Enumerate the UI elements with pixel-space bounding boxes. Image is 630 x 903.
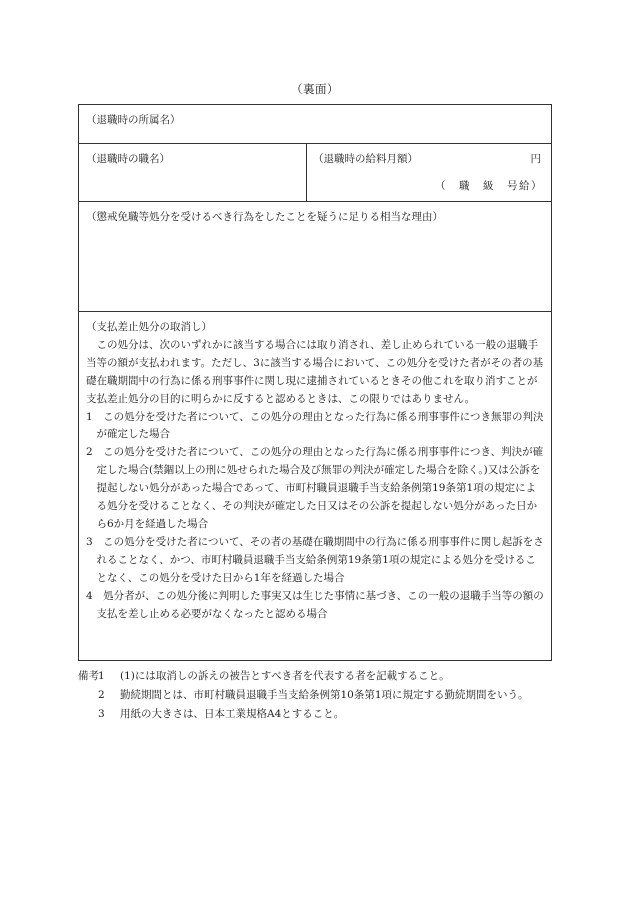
remark-number: 2 xyxy=(98,689,105,701)
affiliation-label: （退職時の所属名） xyxy=(86,114,181,126)
list-item: 3 この処分を受けた者について、その者の基礎在職期間中の行為に係る刑事事件に関し起訴をされることなく、かつ、市町村職員退職手当支給条例第19条第1項の規定による処分を受けることなく、この処分を受けた日から1年を経過した場合 xyxy=(86,535,544,584)
position-salary-row xyxy=(79,144,551,202)
form-table xyxy=(78,104,552,661)
remark-text: 用紙の大きさは、日本工業規格A4とすること。 xyxy=(120,708,345,720)
remark-text: (1)には取消しの訴えの被告とすべき者を代表する者を記載すること。 xyxy=(120,670,450,682)
reason-label: （懲戒免職等処分を受けるべき行為をしたことを疑うに足りる相当な理由） xyxy=(86,211,443,223)
affiliation-cell xyxy=(79,105,551,144)
cancellation-cell xyxy=(79,312,551,660)
remark-number: 1 xyxy=(98,670,105,682)
cancellation-body xyxy=(86,319,546,623)
remark-number: 3 xyxy=(98,708,105,720)
remarks-heading: 備考 xyxy=(78,670,99,682)
remark-line xyxy=(78,686,552,705)
list-item: 4 処分者が、この処分後に判明した事実又は生じた事情に基づき、この一般の退職手当等の額の支払を差し止める必要がなくなったと認める場合 xyxy=(86,589,544,620)
cancellation-label: （支払差止処分の取消し） xyxy=(86,321,212,333)
remark-text: 勤続期間とは、市町村職員退職手当支給条例第10条第1項に規定する勤続期間をいう。 xyxy=(120,689,529,701)
page-side-title: （裏面） xyxy=(291,82,339,96)
yen-unit: 円 xyxy=(530,153,541,165)
grade-label: （ 職 級 号給） xyxy=(435,180,543,192)
list-item: 2 この処分を受けた者について、この処分の理由となった行為に係る刑事事件につき、判決が確定した場合(禁錮以上の刑に処せられた場合及び無罪の判決が確定した場合を除く。)又は公訴を提起しない処分があった場合であって、市町村職員退職手当支給条例第19条第1項の規定による処分を受けることなく、その判決が確定した日又はその公訴を提起しない処分があった日から6か月を経過した場合 xyxy=(86,446,544,530)
cell-divider xyxy=(306,144,307,201)
salary-label: （退職時の給料月額） xyxy=(313,153,418,165)
list-item: 1 この処分を受けた者について、この処分の理由となった行為に係る刑事事件につき無罪の判決が確定した場合 xyxy=(86,410,544,441)
remarks xyxy=(78,667,552,724)
cancellation-intro: この処分は、次のいずれかに該当する場合には取り消され、差し止められている一般の退職手当等の額が支払われます。ただし、3に該当する場合において、この処分を受けた者がその者の基礎在職期間中の行為に係る刑事事件に関し現に逮捕されているときその他これを取り消すことが支払差止処分の目的に明らかに反すると認めるときは、この限りではありません。 xyxy=(86,338,544,405)
position-label: （退職時の職名） xyxy=(86,153,170,165)
remark-line xyxy=(78,667,552,686)
reason-cell xyxy=(79,202,551,312)
remark-line xyxy=(78,705,552,724)
